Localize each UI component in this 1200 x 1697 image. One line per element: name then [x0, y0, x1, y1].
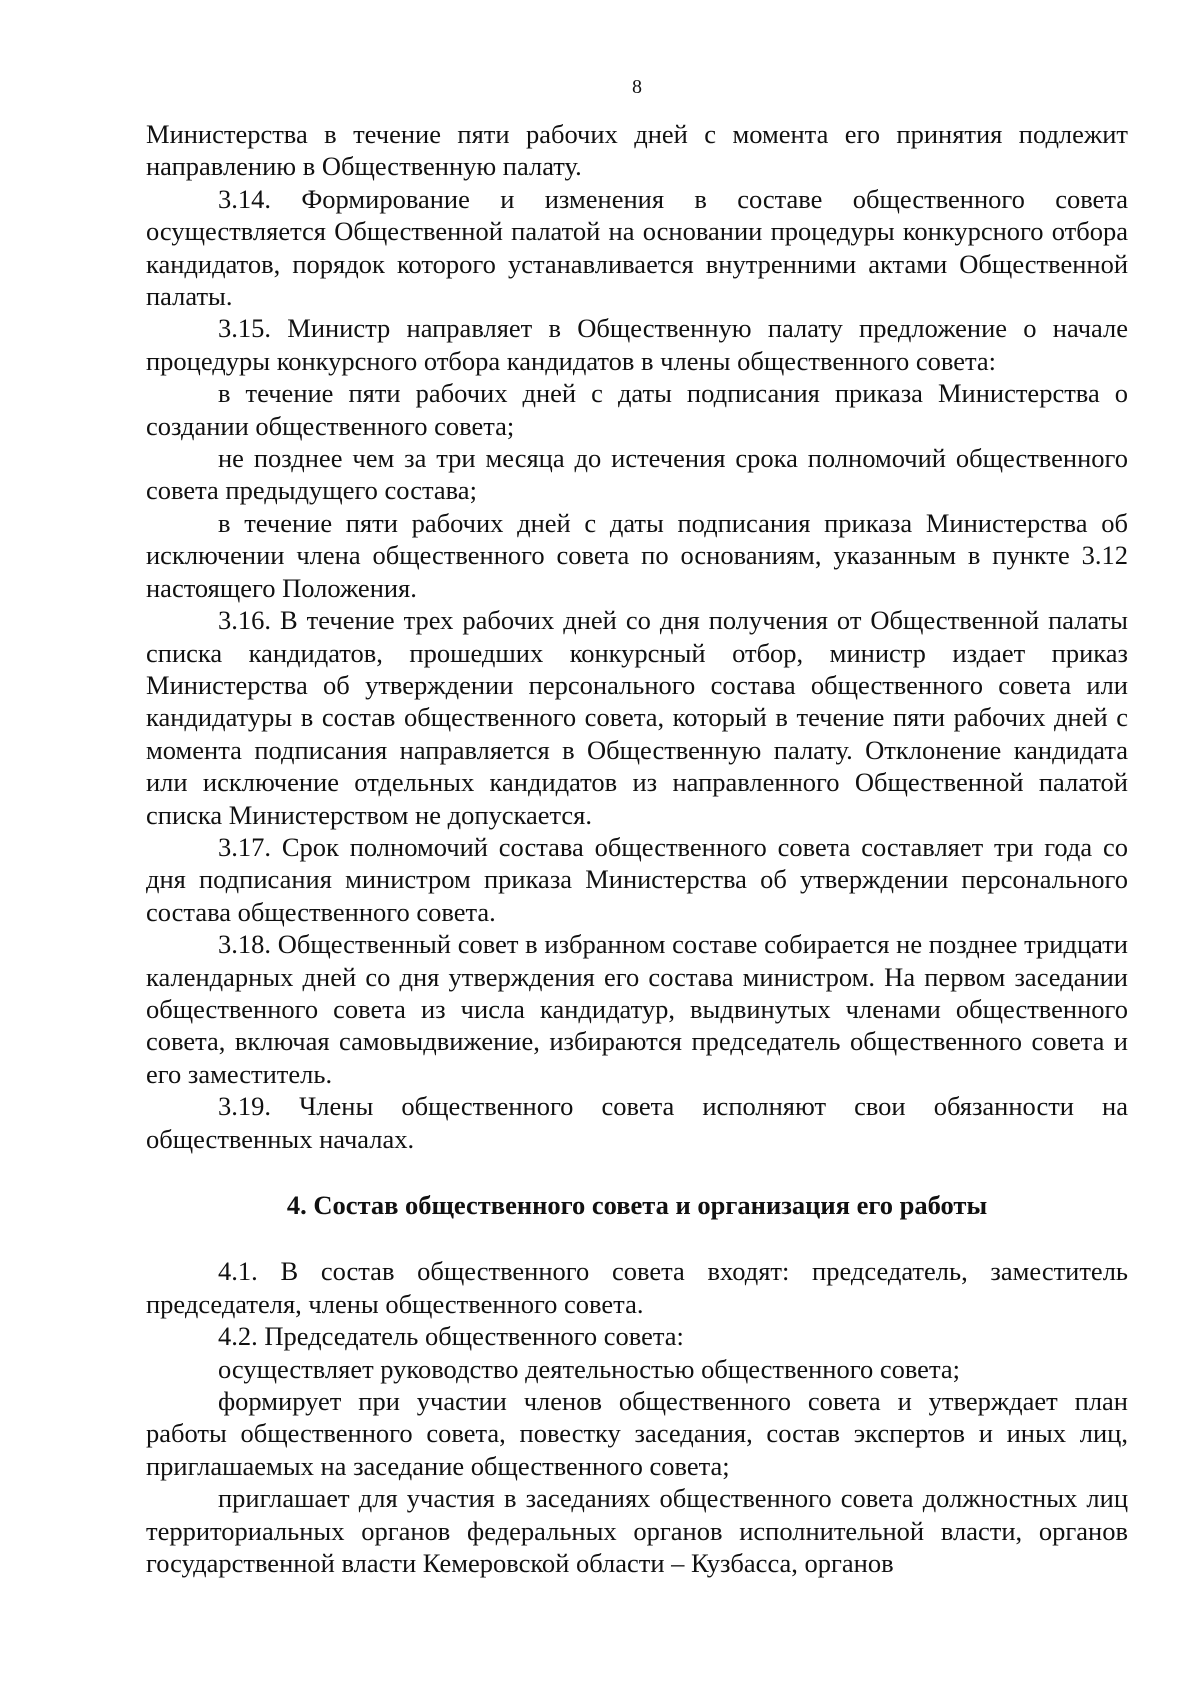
paragraph-4-2: 4.2. Председатель общественного совета: — [218, 1321, 684, 1352]
section-heading: 4. Состав общественного совета и организация его работы — [286, 1190, 988, 1220]
paragraph-3-15-item-3: в течение пяти рабочих дней с даты подписания приказа Министерства об исключении члена общественного совета по основаниям, указанным в пункте 3.12 настоящего Положения. — [146, 507, 1128, 603]
paragraph-3-16: 3.16. В течение трех рабочих дней со дня получения от Общественной палаты списка кандидатов, прошедших конкурсный отбор, министр издает приказ Министерства об утверждении персонального состава общественного совета или кандидатуры в состав общественного совета, который в течение пяти рабочих дней с момента подписания направляется в Общественную палату. Отклонение кандидата или исключение отдельных кандидатов из направленного Общественной палатой списка Министерством не допускается. — [146, 605, 1128, 830]
paragraph-4-2-item-2: формирует при участии членов общественного совета и утверждает план работы общественного совета, повестку заседания, состав экспертов и иных лиц, приглашаемых на заседание общественного совета; — [146, 1386, 1128, 1481]
paragraph-3-18: 3.18. Общественный совет в избранном составе собирается не позднее тридцати календарных дней со дня утверждения его состава министром. На первом заседании общественного совета из числа кандидатур, выдвинутых членами общественного совета, включая самовыдвижение, избираются председатель общественного совета и его заместитель. — [146, 929, 1128, 1089]
paragraph-3-15-item-1: в течение пяти рабочих дней с даты подписания приказа Министерства о создании общественного совета; — [146, 378, 1128, 441]
paragraph-3-15: 3.15. Министр направляет в Общественную палату предложение о начале процедуры конкурсного отбора кандидатов в члены общественного совета: — [146, 313, 1128, 376]
paragraph-3-14: 3.14. Формирование и изменения в составе общественного совета осуществляется Общественной палатой на основании процедуры конкурсного отбора кандидатов, порядок которого устанавливается внутренними актами Общественной палаты. — [146, 183, 1128, 312]
paragraph-3-19: 3.19. Члены общественного совета исполняют свои обязанности на общественных началах. — [146, 1091, 1128, 1154]
paragraph-4-2-item-1: осуществляет руководство деятельностью общественного совета; — [218, 1353, 960, 1384]
paragraph-4-2-item-3: приглашает для участия в заседаниях общественного совета должностных лиц территориальных органов федеральных органов исполнительной власти, органов государственной власти Кемеровской области – Кузбасса, органов — [146, 1483, 1128, 1579]
paragraph-continuation: Министерства в течение пяти рабочих дней с момента его принятия подлежит направлению в Общественную палату. — [146, 119, 1128, 182]
paragraph-3-17: 3.17. Срок полномочий состава общественного совета составляет три года со дня подписания министром приказа Министерства об утверждении персонального состава общественного совета. — [146, 831, 1128, 927]
paragraph-3-15-item-2: не позднее чем за три месяца до истечения срока полномочий общественного совета предыдущего состава; — [146, 443, 1128, 506]
document-body — [146, 118, 1128, 1579]
page-number: 8 — [632, 76, 642, 98]
paragraph-4-1: 4.1. В состав общественного совета входят: председатель, заместитель председателя, члены общественного совета. — [146, 1256, 1128, 1319]
